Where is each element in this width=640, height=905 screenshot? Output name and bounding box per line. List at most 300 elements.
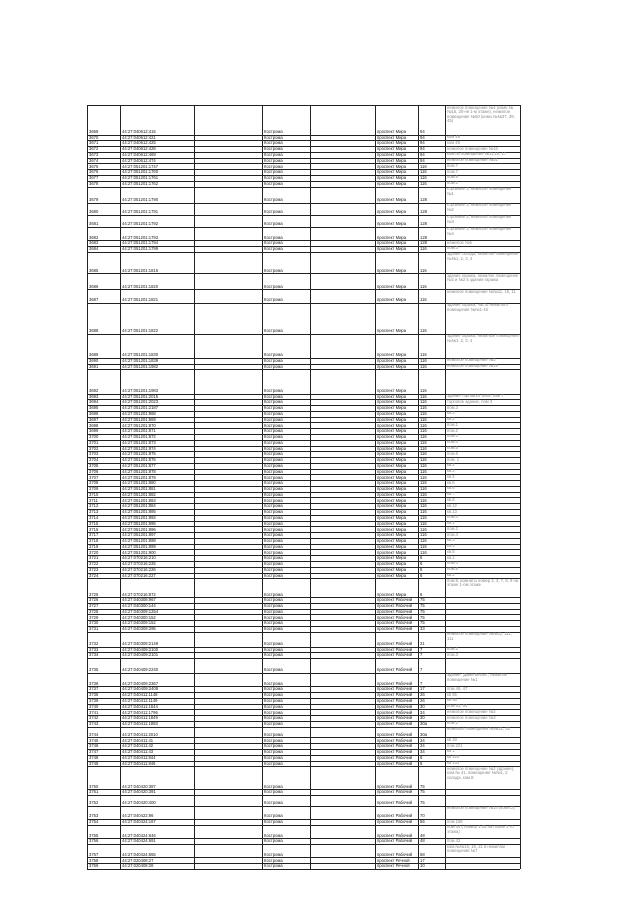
house-cell: 116 (420, 328, 427, 334)
street-cell: проспект Мира (377, 497, 407, 503)
cadastral-number: 44:27:051201:898 (122, 538, 156, 544)
street-cell: проспект Мира (377, 457, 407, 463)
row-number: 3689 (89, 352, 99, 358)
house-cell: 116 (420, 543, 427, 549)
cadastral-number: 44:27:070216:225 (122, 561, 156, 567)
row-number: 3721 (89, 555, 99, 561)
street-cell: проспект Мира (377, 358, 407, 363)
cadastral-number: 44:27:040411:2010 (122, 731, 158, 737)
premises-note: кв.6 (447, 485, 455, 491)
row-number: 3748 (89, 754, 99, 760)
row-number: 3730 (89, 620, 99, 626)
cadastral-number: 44:27:051201:2187 (122, 405, 159, 411)
cadastral-number: 44:27:051201:884 (122, 503, 156, 509)
city-cell: Кострома (264, 743, 283, 749)
house-cell: 58 (420, 851, 425, 857)
row-number: 3749 (89, 760, 99, 766)
cadastral-number: 44:27:051201:872 (122, 434, 156, 440)
cadastral-number: 44:27:070216:226 (122, 566, 156, 572)
house-cell: 48 (420, 832, 425, 838)
row-number: 3683 (89, 240, 99, 246)
street-cell: проспект Мира (377, 549, 407, 555)
city-cell: Кострома (264, 146, 283, 152)
cadastral-number: 44:27:051201:881 (122, 486, 156, 492)
house-cell: 116 (420, 169, 427, 175)
row-number: 3752 (89, 800, 99, 806)
street-cell: проспект Мира (377, 163, 407, 169)
premises-note: кв 55 (447, 691, 457, 697)
cadastral-number: 44:27:040411:1796 (122, 709, 158, 715)
premises-note: кв 131 (447, 760, 460, 765)
city-cell: Кострома (264, 399, 283, 405)
row-divider (87, 795, 520, 796)
cadastral-number: 44:27:040409:2100 (122, 646, 159, 652)
row-number: 3759 (89, 863, 99, 869)
house-cell: 17 (420, 686, 425, 692)
street-cell: проспект Мира (377, 555, 407, 561)
column-divider (375, 105, 376, 869)
cadastral-number: 44:27:040300:144 (122, 603, 156, 609)
city-cell: Кострома (264, 480, 283, 486)
house-cell: 116 (420, 439, 427, 445)
street-cell: проспект Мира (377, 451, 407, 457)
row-number: 3712 (89, 503, 99, 509)
street-cell: проспект Мира (377, 514, 407, 520)
cadastral-number: 44:27:051201:1839 (122, 358, 159, 363)
premises-note: нежилое №5 (447, 239, 472, 245)
city-cell: Кострома (264, 163, 283, 169)
city-cell: Кострома (264, 572, 283, 578)
street-cell: проспект Мира (377, 352, 407, 358)
street-cell: проспект Мира (377, 240, 407, 246)
cadastral-number: 44:27:051201:900 (122, 549, 156, 555)
premises-note: здание склада, нежилое помещение №№1, 2, 3, 4 (447, 251, 519, 261)
row-number: 3697 (89, 416, 99, 422)
city-cell: Кострома (264, 851, 283, 857)
premises-note: торговое здание, пом 3 (447, 398, 493, 404)
cadastral-number: 44:27:051201:2023 (122, 399, 159, 405)
row-number: 3743 (89, 721, 99, 727)
cadastral-number: 44:27:051201:1790 (122, 197, 159, 202)
cadastral-number: 44:27:040411:43 (122, 749, 154, 755)
street-cell: проспект Мира (377, 503, 407, 509)
premises-note: здание торгового зала, ком 7 (447, 393, 504, 399)
premises-note: пом.2 (447, 525, 458, 531)
house-cell: 116 (420, 393, 427, 399)
street-cell: проспект Рабочий (377, 667, 413, 673)
house-cell: 116 (420, 434, 427, 440)
premises-note: ком.№№16, 19, 21 в нежилом помещении №7 (447, 843, 505, 854)
street-cell: проспект Рабочий (377, 692, 413, 698)
street-cell: проспект Мира (377, 474, 407, 480)
premises-note: пом.5 (447, 445, 458, 450)
premises-note: нежилое помещение №16 (447, 145, 498, 151)
row-number: 3680 (89, 209, 99, 215)
city-cell: Кострома (264, 297, 283, 303)
row-number: 3696 (89, 411, 99, 417)
house-cell: 116 (420, 538, 427, 544)
street-cell: проспект Мира (377, 393, 407, 399)
row-number: 3711 (89, 497, 99, 503)
house-cell: 6 (420, 591, 423, 597)
house-cell: 6 (420, 566, 423, 572)
house-cell: 116 (420, 503, 427, 509)
cadastral-number: 44:27:040309:152 (122, 620, 156, 626)
row-number: 3694 (89, 399, 99, 405)
row-number: 3751 (89, 789, 99, 795)
premises-note: пом.8 (447, 174, 458, 180)
street-cell: проспект Рабочий (377, 626, 413, 632)
premises-note: кв.2 (447, 416, 455, 422)
premises-note: кв.3 (447, 537, 455, 543)
cadastral-number: 44:27:051201:897 (122, 532, 156, 538)
row-number: 3741 (89, 709, 99, 715)
row-number: 3700 (89, 434, 99, 440)
row-number: 3677 (89, 175, 99, 181)
cadastral-number: 44:27:040411:42 (122, 743, 154, 749)
row-number: 3732 (89, 640, 99, 646)
cadastral-number: 44:27:051201:1799 (122, 246, 159, 252)
cadastral-number: 44:27:051201:869 (122, 416, 156, 422)
row-number: 3682 (89, 234, 99, 240)
city-cell: Кострома (264, 363, 283, 369)
row-number: 3707 (89, 474, 99, 480)
cadastral-number: 44:27:040411:844 (122, 754, 156, 760)
row-number: 3757 (89, 851, 99, 857)
street-cell: проспект Мира (377, 297, 407, 303)
city-cell: Кострома (264, 783, 283, 789)
cadastral-number: 44:27:051201:1792 (122, 221, 159, 227)
premises-note: ком 49 (447, 139, 460, 145)
street-cell: проспект Мира (377, 520, 407, 526)
row-number: 3709 (89, 486, 99, 492)
row-number: 3723 (89, 566, 99, 572)
premises-note: пом.9, комнаты номер 2, 3, 7, 8, 9 на этаже 1-ом этаже (447, 577, 519, 588)
street-cell: проспект Рабочий (377, 819, 413, 825)
house-cell: 75 (420, 614, 425, 620)
cadastral-number: 44:27:051201:1762 (122, 180, 159, 186)
city-cell: Кострома (264, 169, 283, 175)
row-number: 3731 (89, 626, 99, 632)
street-cell: проспект Мира (377, 509, 407, 515)
premises-note: строение 3, нежилое помещение №4 (447, 226, 512, 236)
street-cell: проспект Рабочий (377, 800, 413, 806)
city-cell: Кострома (264, 731, 283, 737)
house-cell: 94 (420, 134, 425, 140)
cadastral-number: 44:27:051201:883 (122, 497, 156, 503)
premises-note: здание "Дама Весна", нежилое помещение №1 (447, 672, 508, 682)
row-divider (87, 869, 520, 870)
premises-note: кв 1 (447, 748, 455, 754)
premises-note: кв.13 (447, 508, 457, 514)
street-cell: проспект Мира (377, 283, 407, 289)
house-cell: 128 (420, 240, 427, 246)
premises-note: нежилое помещение №№11, 111, 111 (447, 631, 512, 641)
house-cell: 75 (420, 597, 425, 603)
city-cell: Кострома (264, 703, 283, 709)
street-cell: проспект Мира (377, 561, 407, 567)
premises-note: пом.4 (447, 560, 458, 566)
house-cell: 116 (420, 387, 427, 393)
cadastral-number: 44:27:040409:2367 (122, 680, 159, 686)
row-number: 3703 (89, 451, 99, 457)
row-number: 3708 (89, 480, 99, 486)
city-cell: Кострома (264, 813, 283, 819)
city-cell: Кострома (264, 543, 283, 549)
cadastral-number: 44:27:040612:469 (122, 152, 156, 158)
cadastral-number: 44:27:051201:876 (122, 457, 156, 463)
city-cell: Кострома (264, 749, 283, 755)
premises-note: пом.7 (447, 162, 458, 168)
city-cell: Кострома (264, 411, 283, 417)
city-cell: Кострома (264, 405, 283, 411)
row-number: 3671 (89, 140, 99, 146)
premises-note: пом.8 (447, 566, 458, 572)
premises-note: пом.4 (447, 514, 458, 520)
cadastral-number: 44:27:051201:1830 (122, 352, 159, 358)
premises-note: кв.1 (447, 520, 455, 526)
premises-note: кв.4 (447, 543, 455, 549)
row-number: 3725 (89, 591, 99, 597)
premises-note: кв 33 (447, 736, 457, 742)
house-cell: 75 (420, 783, 425, 789)
row-number: 3756 (89, 838, 99, 844)
city-cell: Кострома (264, 620, 283, 626)
street-cell: проспект Мира (377, 532, 407, 538)
city-cell: Кострома (264, 283, 283, 289)
city-cell: Кострома (264, 597, 283, 603)
premises-note: пом.7 (447, 168, 458, 174)
cadastral-number: 44:27:051201:1793 (122, 234, 159, 240)
row-number: 3714 (89, 514, 99, 520)
row-number: 3750 (89, 783, 99, 789)
house-cell: 116 (420, 549, 427, 555)
cadastral-number: 44:27:051201:885 (122, 509, 156, 515)
street-cell: проспект Мира (377, 491, 407, 497)
house-cell: 30а (420, 731, 427, 737)
row-number: 3726 (89, 597, 99, 603)
street-cell: проспект Мира (377, 246, 407, 252)
premises-note: кв.2 (447, 410, 455, 416)
house-cell: 75 (420, 620, 425, 626)
house-cell: 34 (420, 743, 425, 749)
street-cell: проспект Рабочий (377, 715, 413, 721)
street-cell: проспект Мира (377, 169, 407, 175)
house-cell: 34 (420, 737, 425, 743)
cadastral-number: 44:27:051201:878 (122, 468, 156, 474)
street-cell: проспект Мира (377, 566, 407, 572)
street-cell: проспект Рабочий (377, 703, 413, 709)
city-cell: Кострома (264, 474, 283, 480)
house-cell: 128 (420, 197, 427, 202)
row-number: 3713 (89, 509, 99, 515)
premises-note: пом 42 (447, 837, 461, 843)
street-cell: проспект Мира (377, 591, 407, 597)
street-cell: проспект Мира (377, 428, 407, 434)
city-cell: Кострома (264, 838, 283, 844)
premises-note: пом.6 (447, 450, 458, 456)
premises-note: пом 46, 47 (447, 685, 468, 691)
city-cell: Кострома (264, 451, 283, 457)
cadastral-number: 44:27:051201:899 (122, 543, 156, 549)
row-number: 3672 (89, 146, 99, 152)
premises-note: кв.8 (447, 496, 455, 502)
house-cell: 30 (420, 715, 425, 721)
city-cell: Кострома (264, 832, 283, 838)
premises-note: пом.1 (447, 421, 458, 427)
street-cell: проспект Рабочий (377, 737, 413, 743)
street-cell: проспект Мира (377, 543, 407, 549)
cadastral-number: 44:27:051201:875 (122, 451, 156, 457)
row-number: 3720 (89, 549, 99, 555)
street-cell: проспект Мира (377, 134, 407, 140)
house-cell: 7 (420, 680, 423, 686)
row-number: 3704 (89, 457, 99, 463)
city-cell: Кострома (264, 491, 283, 497)
city-cell: Кострома (264, 561, 283, 567)
cadastral-number: 44:27:051201:874 (122, 445, 156, 451)
city-cell: Кострома (264, 387, 283, 393)
row-number: 3698 (89, 422, 99, 428)
row-number: 3690 (89, 358, 99, 363)
cadastral-number: 44:27:051201:1983 (122, 387, 159, 393)
city-cell: Кострома (264, 697, 283, 703)
house-cell: 116 (420, 297, 427, 303)
city-cell: Кострома (264, 819, 283, 825)
premises-note: кв.7 (447, 491, 455, 497)
row-number: 3679 (89, 197, 99, 202)
cadastral-number: 44:27:051201:892 (122, 514, 156, 520)
city-cell: Кострома (264, 646, 283, 652)
premises-note: кв.5 (447, 548, 455, 554)
city-cell: Кострома (264, 754, 283, 760)
city-cell: Кострома (264, 503, 283, 509)
house-cell: 26 (420, 692, 425, 698)
premises-note: ком.№ помещения №11,15, 17 (447, 151, 507, 157)
row-number: 3747 (89, 749, 99, 755)
house-cell: 116 (420, 480, 427, 486)
premises-note: пом 53, 54 (447, 703, 468, 709)
premises-note: нежилое помещение №4 (комн.№№15, 20-ня 1-м этаже), нежилое помещение №50 (комн.№№37, 39, 45) (447, 104, 515, 124)
city-cell: Кострома (264, 468, 283, 474)
row-number: 3746 (89, 743, 99, 749)
street-cell: проспект Мира (377, 405, 407, 411)
row-number: 3692 (89, 387, 99, 393)
row-divider (87, 658, 520, 659)
street-cell: проспект Мира (377, 363, 407, 369)
street-cell: проспект Рабочий (377, 680, 413, 686)
city-cell: Кострома (264, 608, 283, 614)
row-number: 3735 (89, 667, 99, 673)
house-cell: 94 (420, 140, 425, 146)
street-cell: проспект Рабочий (377, 608, 413, 614)
house-cell: 116 (420, 532, 427, 538)
city-cell: Кострома (264, 197, 283, 202)
row-number: 3687 (89, 297, 99, 303)
city-cell: Кострома (264, 422, 283, 428)
house-cell: 94 (420, 152, 425, 158)
house-cell: 116 (420, 411, 427, 417)
row-number: 3758 (89, 857, 99, 863)
house-cell: 116 (420, 180, 427, 186)
street-cell: проспект Рабочий (377, 731, 413, 737)
city-cell: Кострома (264, 737, 283, 743)
premises-note: нежилое помещение №19 (447, 363, 498, 369)
premises-note: нежилое помещение №№11, 15, 11 (447, 288, 516, 294)
house-cell: 128 (420, 234, 427, 240)
premises-note: кв.12 (447, 502, 457, 508)
cadastral-number: 44:27:040612:421 (122, 134, 156, 140)
column-divider (445, 105, 446, 869)
street-cell: проспект Рабочий (377, 851, 413, 857)
premises-note: здание гаража, нежилое помещение №2 и №2 в здании гаража (447, 272, 519, 283)
row-number: 3691 (89, 363, 99, 369)
street-cell: проспект Мира (377, 434, 407, 440)
city-cell: Кострома (264, 393, 283, 399)
house-cell: 116 (420, 399, 427, 405)
row-number: 3734 (89, 652, 99, 658)
row-number: 3673 (89, 152, 99, 158)
house-cell: 75 (420, 603, 425, 609)
street-cell: проспект Мира (377, 221, 407, 227)
row-number: 3718 (89, 538, 99, 544)
house-cell: 116 (420, 451, 427, 457)
street-cell: проспект Рабочий (377, 597, 413, 603)
row-number: 3716 (89, 526, 99, 532)
row-number: 3688 (89, 328, 99, 334)
street-cell: проспект Мира (377, 152, 407, 158)
premises-note: здание гаража, часть нежилого помещения №№1-16 (447, 302, 508, 312)
city-cell: Кострома (264, 566, 283, 572)
column-divider (194, 105, 195, 869)
street-cell: проспект Рабочий (377, 603, 413, 609)
cadastral-number: 44:27:040411:1149 (122, 697, 158, 703)
cadastral-number: 44:27:070216:210 (122, 555, 156, 561)
house-cell: 34 (420, 709, 425, 715)
city-cell: Кострома (264, 591, 283, 597)
city-cell: Кострома (264, 526, 283, 532)
column-divider (310, 105, 311, 869)
premises-note: пом. 1 (447, 456, 460, 462)
city-cell: Кострома (264, 614, 283, 620)
row-number: 3727 (89, 603, 99, 609)
house-cell: 6 (420, 555, 423, 561)
row-number: 3706 (89, 468, 99, 474)
street-cell: проспект Рабочий (377, 754, 413, 760)
city-cell: Кострома (264, 486, 283, 492)
cadastral-number: 44:27:070216:872 (122, 591, 156, 597)
city-cell: Кострома (264, 555, 283, 561)
street-cell: проспект Рабочий (377, 749, 413, 755)
cadastral-number: 44:27:020408:27 (122, 857, 154, 863)
city-cell: Кострома (264, 514, 283, 520)
row-number: 3736 (89, 680, 99, 686)
premises-note: пом 221 (447, 742, 463, 748)
premises-note: пом 196 (447, 818, 463, 824)
cadastral-number: 44:27:051201:1791 (122, 209, 159, 215)
row-number: 3702 (89, 445, 99, 451)
house-cell: 116 (420, 175, 427, 181)
premises-note: нежилое помещение №2 (здание), ком.№ 41, помещение №№1, 2 склада, ком.8 (447, 765, 515, 780)
house-cell: 116 (420, 491, 427, 497)
cadastral-number: 44:27:051201:1816 (122, 267, 159, 273)
house-cell: 94 (420, 157, 425, 163)
cadastral-number: 44:27:040612:474 (122, 157, 156, 163)
row-number: 3742 (89, 715, 99, 721)
row-number: 3685 (89, 267, 99, 273)
city-cell: Кострома (264, 416, 283, 422)
city-cell: Кострома (264, 686, 283, 692)
